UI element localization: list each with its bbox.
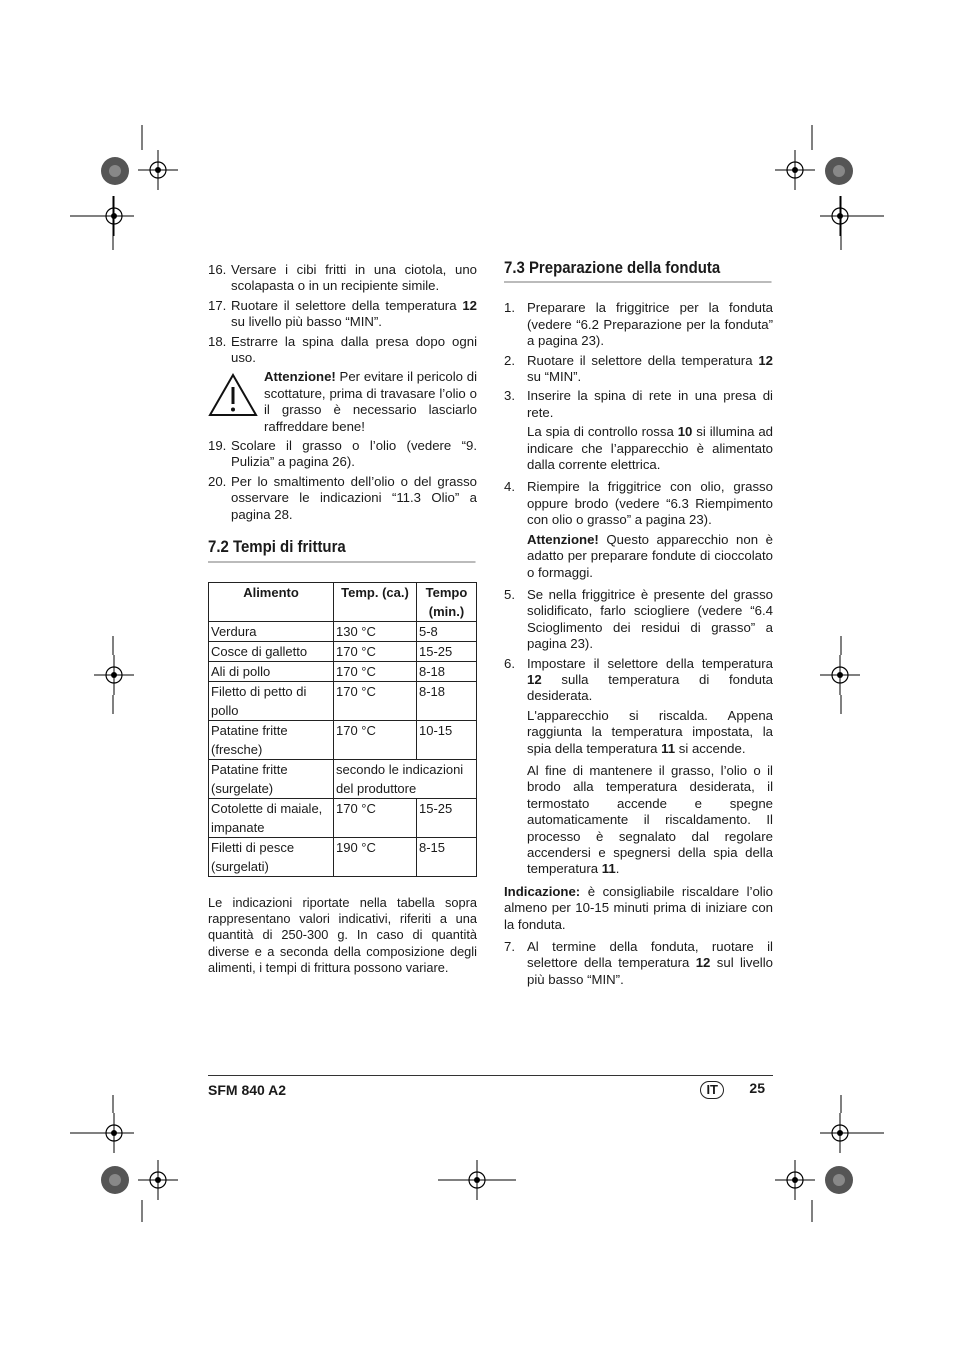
section-title: 7.3 Preparazione della fonduta xyxy=(504,260,771,283)
language-badge: IT xyxy=(700,1081,724,1099)
table-cell: Patatine fritte (fresche) xyxy=(209,720,334,759)
list-number: 17. xyxy=(208,297,227,313)
text-run: Ruotare il selettore della temperatura xyxy=(527,352,759,368)
list-item xyxy=(504,479,773,528)
warning-text: Attenzione! Per evitare il pericolo di scottature, prima di travasare l’olio o il grasso è necessario lasciarlo raffreddare bene! xyxy=(264,369,477,434)
page-footer xyxy=(208,1075,773,1106)
list-item xyxy=(504,587,773,653)
instruction-list xyxy=(208,438,477,523)
instruction-list xyxy=(208,262,477,366)
list-item xyxy=(208,334,477,367)
table-cell: 10-15 xyxy=(417,720,477,759)
list-text xyxy=(527,587,773,653)
text-run: La spia di controllo rossa xyxy=(527,424,678,440)
list-text xyxy=(527,388,773,421)
section-heading xyxy=(504,260,773,283)
list-text xyxy=(527,300,773,349)
list-item xyxy=(208,262,477,295)
table-cell: 15-25 xyxy=(417,798,477,837)
table-cell: Cotolette di maiale, impanate xyxy=(209,798,334,837)
frying-times-table xyxy=(208,582,477,877)
table-row xyxy=(209,759,477,798)
table-header-row xyxy=(209,582,477,621)
warning-icon xyxy=(208,369,264,435)
indented-paragraph xyxy=(527,424,773,473)
list-number: 1. xyxy=(504,300,515,316)
text-run: Impostare il selettore della temperatura xyxy=(527,655,773,671)
indented-paragraph xyxy=(527,708,773,757)
list-number: 4. xyxy=(504,479,515,495)
text-run: Al fine di mantenere il grasso, l’olio o il brodo alla temperatura desiderata, il termostato accende e spegne automaticamente il riscaldamento. Il processo è segnalato dal regolare accendersi e spegnersi della spia della temperatura xyxy=(527,762,773,877)
table-cell: 5-8 xyxy=(417,621,477,641)
list-text xyxy=(527,939,773,988)
table-cell: Ali di pollo xyxy=(209,661,334,681)
table-cell: 130 °C xyxy=(334,621,417,641)
table-cell: 170 °C xyxy=(334,661,417,681)
list-item xyxy=(504,300,773,349)
list-item xyxy=(504,656,773,705)
section-heading xyxy=(208,539,477,562)
table-cell: 170 °C xyxy=(334,681,417,720)
section-title: 7.2 Tempi di frittura xyxy=(208,539,475,562)
list-number: 2. xyxy=(504,352,515,368)
table-cell: 15-25 xyxy=(417,641,477,661)
text-run: su “MIN”. xyxy=(527,369,582,385)
table-cell: Verdura xyxy=(209,621,334,641)
table-cell: Filetto di petto di pollo xyxy=(209,681,334,720)
bold-text: 12 xyxy=(462,297,477,313)
table-cell: 170 °C xyxy=(334,641,417,661)
list-number: 19. xyxy=(208,438,227,454)
list-number: 7. xyxy=(504,939,515,955)
indented-paragraph xyxy=(527,763,773,878)
list-number: 6. xyxy=(504,655,515,671)
text-run: sul livello più basso “MIN”. xyxy=(527,955,773,987)
list-number: 18. xyxy=(208,333,227,349)
list-item xyxy=(208,438,477,471)
bold-text: 10 xyxy=(677,424,693,440)
bold-text: 11 xyxy=(601,861,616,877)
table-note: Le indicazioni riportate nella tabella sopra rappresentano valori indicativi, riferiti a una quantità di 250-300 g. In caso di quantità diverse e a seconda della composizione degli alimenti, i tempi di frittura possono variare. xyxy=(208,894,477,976)
table-cell: secondo le indicazioni del produttore xyxy=(334,759,477,798)
text-run: Se nella friggitrice è presente del grasso solidificato, farlo sciogliere (vedere “6.4 Scioglimento dei residui di grasso” a pagina 23). xyxy=(527,586,773,652)
column-header: Tempo (min.) xyxy=(417,582,477,621)
table-cell: Cosce di galletto xyxy=(209,641,334,661)
text-run: sulla temperatura di fonduta desiderata. xyxy=(527,671,773,704)
list-text xyxy=(527,353,773,386)
text-run: Estrarre la spina dalla presa dopo ogni uso. xyxy=(231,333,477,366)
table-cell: 170 °C xyxy=(334,720,417,759)
table-cell: 8-15 xyxy=(417,837,477,876)
list-text xyxy=(231,438,477,471)
paragraph xyxy=(504,884,773,933)
list-text xyxy=(231,474,477,523)
text-run: Questo apparecchio non è adatto per preparare fondute di cioccolato o formaggi. xyxy=(527,531,773,580)
list-text xyxy=(231,262,477,295)
list-number: 16. xyxy=(208,262,227,277)
table-cell: 8-18 xyxy=(417,681,477,720)
bold-text: 12 xyxy=(695,955,711,971)
text-run: Riempire la friggitrice con olio, grasso oppure brodo (vedere “6.3 Riempimento con olio o grasso” a pagina 23). xyxy=(527,479,773,528)
right-column xyxy=(504,260,773,991)
table-cell: Filetti di pesce (surgelati) xyxy=(209,837,334,876)
table-row xyxy=(209,720,477,759)
indented-paragraph xyxy=(527,532,773,581)
table-row xyxy=(209,621,477,641)
text-run: Versare i cibi fritti in una ciotola, uno scolapasta o in un recipiente simile. xyxy=(231,262,477,294)
list-item xyxy=(208,298,477,331)
list-item xyxy=(504,353,773,386)
list-item xyxy=(208,474,477,523)
text-run: . xyxy=(615,861,620,877)
table-cell: 8-18 xyxy=(417,661,477,681)
text-run: Preparare la friggitrice per la fonduta (vedere “6.2 Preparazione per la fonduta” a pagina 23). xyxy=(527,300,773,349)
bold-text: Attenzione! xyxy=(527,531,599,547)
list-number: 5. xyxy=(504,586,515,602)
text-run: Al termine della fonduta, ruotare il selettore della temperatura xyxy=(527,939,773,971)
list-number: 20. xyxy=(208,473,227,489)
text-run: è consigliabile riscaldare l’olio almeno per 10-15 minuti prima di iniziare con la fonduta. xyxy=(504,883,773,932)
table-row xyxy=(209,641,477,661)
column-header: Alimento xyxy=(209,582,334,621)
text-run: Scolare il grasso o l’olio (vedere “9. Pulizia” a pagina 26). xyxy=(231,438,477,470)
page-number: 25 xyxy=(749,1080,765,1096)
text-run: si illumina ad indicare che l’apparecchio è alimentato dalla corrente elettrica. xyxy=(527,424,773,473)
text-run: L'apparecchio si riscalda. Appena raggiunta la temperatura impostata, la spia della temperatura xyxy=(527,707,773,756)
table-row xyxy=(209,681,477,720)
table-row xyxy=(209,798,477,837)
list-item xyxy=(504,939,773,988)
table-cell: Patatine fritte (surgelate) xyxy=(209,759,334,798)
list-item xyxy=(504,388,773,421)
table-row xyxy=(209,837,477,876)
model-number: SFM 840 A2 xyxy=(208,1082,287,1098)
list-text xyxy=(231,298,477,331)
left-column xyxy=(208,262,477,981)
warning-block xyxy=(208,369,477,435)
list-text xyxy=(527,479,773,528)
text-run: si accende. xyxy=(675,740,746,756)
table-row xyxy=(209,661,477,681)
text-run: su livello più basso “MIN”. xyxy=(231,314,382,330)
bold-text: 12 xyxy=(758,352,773,368)
table-cell: 170 °C xyxy=(334,798,417,837)
text-run: Inserire la spina di rete in una presa di rete. xyxy=(527,388,773,420)
column-header: Temp. (ca.) xyxy=(334,582,417,621)
bold-text: 12 xyxy=(527,671,542,687)
instruction-list xyxy=(504,300,773,988)
list-text xyxy=(231,334,477,367)
text-run: Per lo smaltimento dell’olio o del grasso osservare le indicazioni “11.3 Olio” a pagina 28. xyxy=(231,473,477,522)
bold-text: Indicazione: xyxy=(504,883,581,899)
list-text xyxy=(527,656,773,705)
list-number: 3. xyxy=(504,388,515,404)
table-cell: 190 °C xyxy=(334,837,417,876)
bold-text: 11 xyxy=(661,740,676,756)
text-run: Ruotare il selettore della temperatura xyxy=(231,297,463,313)
